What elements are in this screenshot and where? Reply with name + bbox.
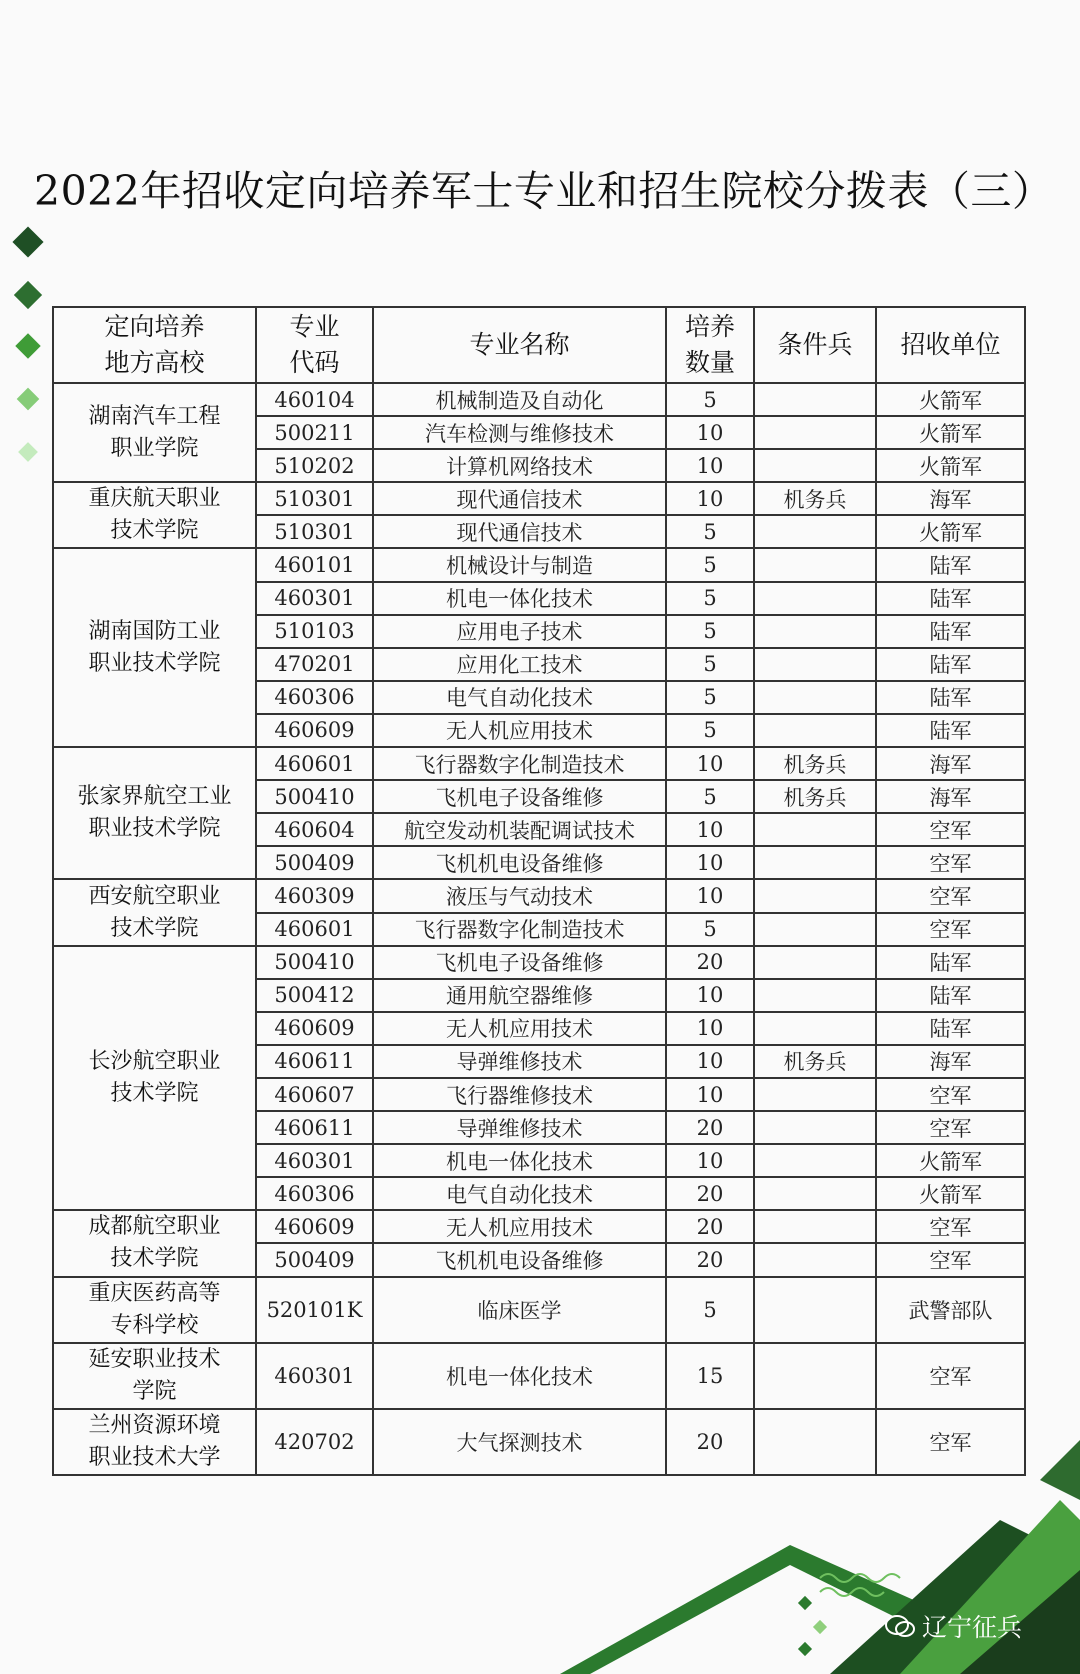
condition-cell [754,1144,876,1177]
count-cell: 5 [666,913,754,946]
count-cell: 10 [666,1045,754,1078]
condition-cell [754,979,876,1012]
table-row [53,879,1025,912]
condition-cell: 机务兵 [754,482,876,515]
code-cell: 470201 [256,648,373,681]
table-row [53,482,1025,515]
unit-cell: 陆军 [876,979,1025,1012]
code-cell: 460611 [256,1111,373,1144]
count-cell: 10 [666,449,754,482]
major-cell: 飞行器数字化制造技术 [373,913,666,946]
table-row [53,946,1025,979]
major-cell: 无人机应用技术 [373,1012,666,1045]
condition-cell [754,449,876,482]
school-cell: 西安航空职业 技术学院 [53,879,256,945]
code-cell: 520101K [256,1277,373,1343]
code-cell: 460609 [256,714,373,747]
major-cell: 无人机应用技术 [373,714,666,747]
major-cell: 现代通信技术 [373,482,666,515]
wechat-icon [884,1612,916,1640]
code-cell: 460609 [256,1210,373,1243]
condition-cell [754,383,876,416]
unit-cell: 海军 [876,747,1025,780]
major-cell: 机械制造及自动化 [373,383,666,416]
count-cell: 20 [666,1177,754,1210]
unit-cell: 空军 [876,1078,1025,1111]
header-count: 培养 数量 [666,307,754,383]
unit-cell: 空军 [876,879,1025,912]
table-row [53,747,1025,780]
unit-cell: 空军 [876,846,1025,879]
count-cell: 15 [666,1343,754,1409]
count-cell: 5 [666,515,754,548]
table-row [53,1409,1025,1475]
major-cell: 导弹维修技术 [373,1111,666,1144]
school-cell: 重庆航天职业 技术学院 [53,482,256,548]
unit-cell: 火箭军 [876,1144,1025,1177]
major-cell: 应用电子技术 [373,615,666,648]
condition-cell [754,714,876,747]
code-cell: 500410 [256,780,373,813]
unit-cell: 陆军 [876,648,1025,681]
code-cell: 420702 [256,1409,373,1475]
major-cell: 临床医学 [373,1277,666,1343]
major-cell: 飞行器维修技术 [373,1078,666,1111]
unit-cell: 火箭军 [876,1177,1025,1210]
major-cell: 机械设计与制造 [373,548,666,581]
unit-cell: 陆军 [876,714,1025,747]
condition-cell: 机务兵 [754,747,876,780]
header-school: 定向培养 地方高校 [53,307,256,383]
unit-cell: 空军 [876,913,1025,946]
count-cell: 10 [666,846,754,879]
major-cell: 电气自动化技术 [373,1177,666,1210]
unit-cell: 陆军 [876,1012,1025,1045]
count-cell: 5 [666,648,754,681]
count-cell: 10 [666,1078,754,1111]
condition-cell [754,615,876,648]
count-cell: 10 [666,879,754,912]
condition-cell [754,1078,876,1111]
code-cell: 460306 [256,1177,373,1210]
condition-cell [754,813,876,846]
major-cell: 飞机电子设备维修 [373,780,666,813]
major-cell: 机电一体化技术 [373,1343,666,1409]
count-cell: 20 [666,946,754,979]
page-title: 2022年招收定向培养军士专业和招生院校分拨表（三） [34,167,1054,215]
unit-cell: 火箭军 [876,449,1025,482]
unit-cell: 陆军 [876,615,1025,648]
unit-cell: 海军 [876,482,1025,515]
unit-cell: 火箭军 [876,416,1025,449]
unit-cell: 陆军 [876,548,1025,581]
unit-cell: 火箭军 [876,515,1025,548]
major-cell: 液压与气动技术 [373,879,666,912]
code-cell: 460306 [256,681,373,714]
table-body [53,383,1025,1475]
condition-cell [754,648,876,681]
major-cell: 应用化工技术 [373,648,666,681]
condition-cell [754,515,876,548]
code-cell: 460301 [256,582,373,615]
count-cell: 10 [666,747,754,780]
major-cell: 机电一体化技术 [373,1144,666,1177]
header-major: 专业名称 [373,307,666,383]
count-cell: 5 [666,582,754,615]
major-cell: 飞机机电设备维修 [373,1243,666,1276]
major-cell: 大气探测技术 [373,1409,666,1475]
count-cell: 10 [666,1012,754,1045]
code-cell: 460609 [256,1012,373,1045]
count-cell: 10 [666,979,754,1012]
condition-cell [754,582,876,615]
allocation-table [52,306,1026,1476]
major-cell: 飞行器数字化制造技术 [373,747,666,780]
count-cell: 10 [666,813,754,846]
count-cell: 20 [666,1111,754,1144]
school-cell: 成都航空职业 技术学院 [53,1210,256,1276]
count-cell: 20 [666,1210,754,1243]
major-cell: 导弹维修技术 [373,1045,666,1078]
condition-cell: 机务兵 [754,1045,876,1078]
condition-cell: 机务兵 [754,780,876,813]
code-cell: 500410 [256,946,373,979]
school-cell: 延安职业技术 学院 [53,1343,256,1409]
major-cell: 飞机机电设备维修 [373,846,666,879]
school-cell: 长沙航空职业 技术学院 [53,946,256,1211]
count-cell: 10 [666,482,754,515]
condition-cell [754,1177,876,1210]
code-cell: 460309 [256,879,373,912]
table-row [53,548,1025,581]
school-cell: 兰州资源环境 职业技术大学 [53,1409,256,1475]
condition-cell [754,1210,876,1243]
unit-cell: 陆军 [876,681,1025,714]
count-cell: 5 [666,681,754,714]
unit-cell: 空军 [876,1111,1025,1144]
table-row [53,1343,1025,1409]
header-unit: 招收单位 [876,307,1025,383]
school-cell: 张家界航空工业 职业技术学院 [53,747,256,879]
condition-cell [754,879,876,912]
school-cell: 湖南国防工业 职业技术学院 [53,548,256,747]
code-cell: 460301 [256,1343,373,1409]
major-cell: 现代通信技术 [373,515,666,548]
count-cell: 20 [666,1409,754,1475]
count-cell: 5 [666,615,754,648]
table-row [53,383,1025,416]
code-cell: 460607 [256,1078,373,1111]
major-cell: 汽车检测与维修技术 [373,416,666,449]
code-cell: 500412 [256,979,373,1012]
table-row [53,1277,1025,1343]
code-cell: 460104 [256,383,373,416]
major-cell: 飞机电子设备维修 [373,946,666,979]
code-cell: 510202 [256,449,373,482]
code-cell: 510301 [256,515,373,548]
condition-cell [754,416,876,449]
unit-cell: 火箭军 [876,383,1025,416]
condition-cell [754,846,876,879]
unit-cell: 空军 [876,1409,1025,1475]
code-cell: 500409 [256,1243,373,1276]
code-cell: 460301 [256,1144,373,1177]
major-cell: 计算机网络技术 [373,449,666,482]
count-cell: 5 [666,548,754,581]
unit-cell: 空军 [876,1210,1025,1243]
school-cell: 重庆医药高等 专科学校 [53,1277,256,1343]
unit-cell: 空军 [876,1343,1025,1409]
condition-cell [754,1343,876,1409]
header-condition: 条件兵 [754,307,876,383]
major-cell: 通用航空器维修 [373,979,666,1012]
unit-cell: 武警部队 [876,1277,1025,1343]
school-cell: 湖南汽车工程 职业学院 [53,383,256,482]
code-cell: 460101 [256,548,373,581]
major-cell: 无人机应用技术 [373,1210,666,1243]
code-cell: 500409 [256,846,373,879]
major-cell: 电气自动化技术 [373,681,666,714]
condition-cell [754,1277,876,1343]
code-cell: 510301 [256,482,373,515]
condition-cell [754,946,876,979]
unit-cell: 陆军 [876,946,1025,979]
count-cell: 5 [666,780,754,813]
unit-cell: 海军 [876,780,1025,813]
table-row [53,1210,1025,1243]
condition-cell [754,1409,876,1475]
count-cell: 20 [666,1243,754,1276]
code-cell: 460601 [256,747,373,780]
code-cell: 500211 [256,416,373,449]
condition-cell [754,913,876,946]
count-cell: 5 [666,714,754,747]
condition-cell [754,1012,876,1045]
major-cell: 航空发动机装配调试技术 [373,813,666,846]
unit-cell: 空军 [876,813,1025,846]
count-cell: 10 [666,1144,754,1177]
unit-cell: 海军 [876,1045,1025,1078]
header-code: 专业 代码 [256,307,373,383]
condition-cell [754,1111,876,1144]
major-cell: 机电一体化技术 [373,582,666,615]
code-cell: 460611 [256,1045,373,1078]
count-cell: 10 [666,416,754,449]
code-cell: 460601 [256,913,373,946]
code-cell: 510103 [256,615,373,648]
count-cell: 5 [666,383,754,416]
code-cell: 460604 [256,813,373,846]
table-header-row [53,307,1025,383]
unit-cell: 陆军 [876,582,1025,615]
watermark-text: 辽宁征兵 [922,1613,1023,1642]
condition-cell [754,548,876,581]
condition-cell [754,1243,876,1276]
count-cell: 5 [666,1277,754,1343]
condition-cell [754,681,876,714]
unit-cell: 空军 [876,1243,1025,1276]
watermark [884,1608,1022,1644]
